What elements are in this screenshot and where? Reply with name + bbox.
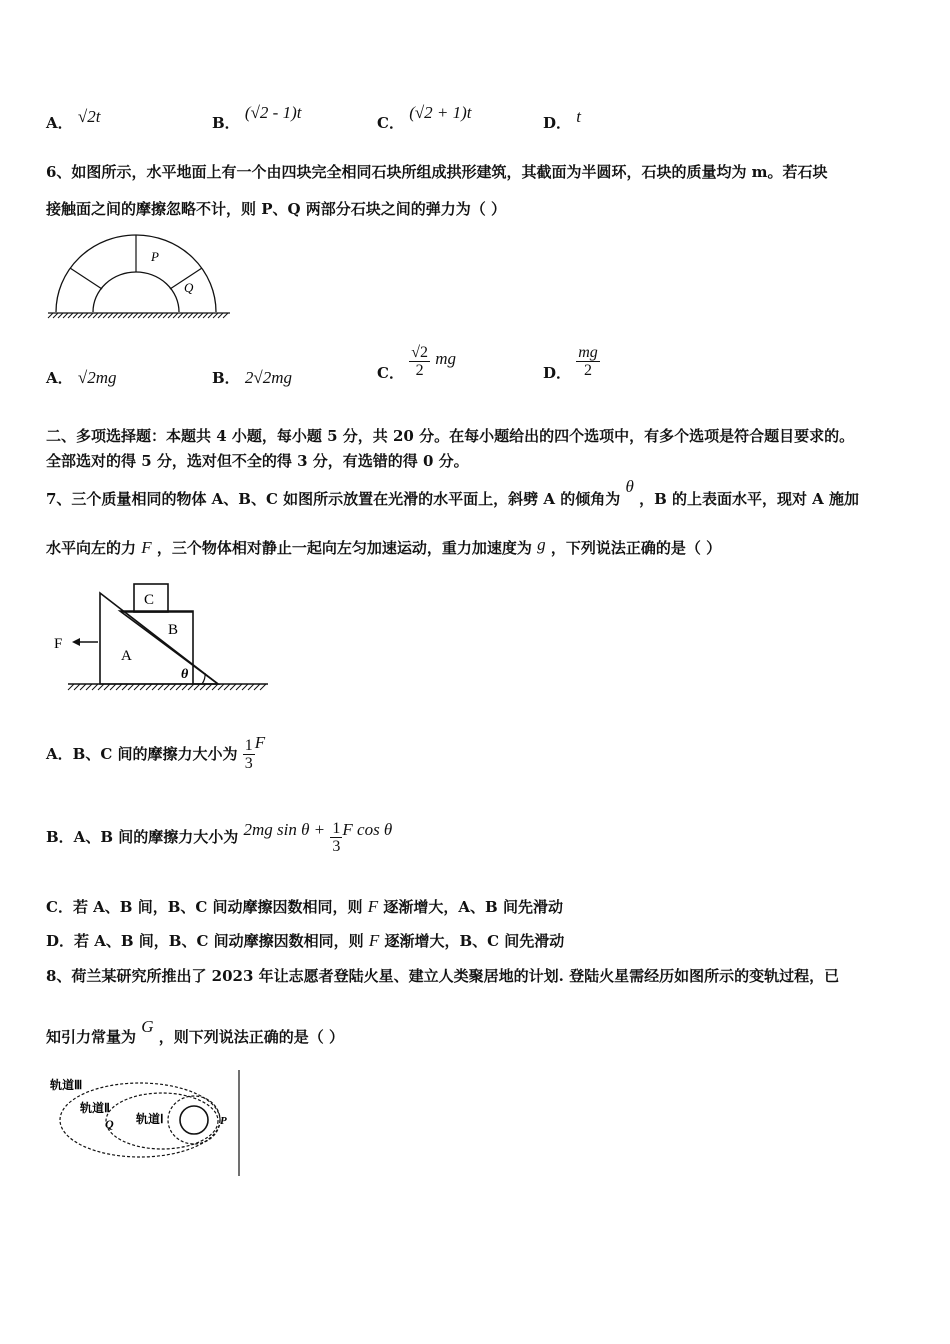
hatch-mark bbox=[208, 313, 213, 318]
q6-option-d-label: D． bbox=[543, 363, 572, 382]
hatch-mark bbox=[188, 313, 193, 318]
hatch-mark bbox=[182, 684, 188, 690]
orbit-label-1: 轨道Ⅰ bbox=[136, 1112, 164, 1126]
q6-arch-figure bbox=[44, 230, 234, 326]
hatch-mark bbox=[170, 684, 176, 690]
q7-line2-b: ，三个物体相对静止一起向左匀加速运动，重力加速度为 bbox=[156, 539, 532, 557]
q7-force: F bbox=[141, 538, 152, 557]
q8-line2 bbox=[46, 1017, 344, 1047]
hatch-mark bbox=[206, 684, 212, 690]
q7-option-d-f: F bbox=[368, 931, 380, 950]
hatch-mark bbox=[254, 684, 260, 690]
hatch-mark bbox=[93, 313, 98, 318]
q5-option-b bbox=[212, 103, 302, 133]
force-arrowhead bbox=[72, 638, 80, 646]
q7-option-c-a: C．若 A、B 间，B、C 间动摩擦因数相同，则 bbox=[46, 898, 363, 916]
q8-line1: 8、荷兰某研究所推出了 2023 年让志愿者登陆火星、建立人类聚居地的计划. 登陆火星需经历如图所示的变轨过程，已 bbox=[46, 967, 840, 985]
q8-line2-a: 知引力常量为 bbox=[46, 1028, 137, 1046]
hatch-mark bbox=[198, 313, 203, 318]
q7-theta: θ bbox=[625, 477, 634, 496]
section2-line1: 二、多项选择题：本题共 4 小题，每小题 5 分，共 20 分。在每小题给出的四个选项中，有多个选项是符合题目要求的。 bbox=[46, 427, 855, 445]
hatch-mark bbox=[183, 313, 188, 318]
hatch-mark bbox=[134, 684, 140, 690]
q7-option-a-den: 3 bbox=[244, 754, 253, 772]
hatch-mark bbox=[73, 313, 78, 318]
wedge-label-theta: θ bbox=[181, 667, 189, 682]
hatch-mark bbox=[146, 684, 152, 690]
hatch-mark bbox=[223, 313, 228, 318]
q7-line1-b: ，B 的上表面水平，现对 A 施加 bbox=[639, 490, 860, 508]
q5-option-a-expr: √2t bbox=[77, 107, 101, 126]
hatch-mark bbox=[260, 684, 266, 690]
orbit-label-q: Q bbox=[105, 1117, 114, 1131]
q7-line2-c: ，下列说法正确的是（ ） bbox=[550, 539, 722, 557]
hatch-mark bbox=[194, 684, 200, 690]
hatch-mark bbox=[113, 313, 118, 318]
hatch-mark bbox=[224, 684, 230, 690]
q6-option-c-den: 2 bbox=[415, 362, 424, 379]
hatch-mark bbox=[212, 684, 218, 690]
hatch-mark bbox=[48, 313, 53, 318]
q6-option-b-label: B． bbox=[212, 369, 240, 387]
q7-line2 bbox=[46, 535, 722, 558]
q7-line1 bbox=[46, 477, 860, 509]
q5-option-d bbox=[543, 107, 581, 133]
q7-option-b-den: 3 bbox=[332, 837, 341, 855]
q5-option-b-label: B． bbox=[212, 114, 240, 132]
hatch-mark bbox=[122, 684, 128, 690]
hatch-mark bbox=[63, 313, 68, 318]
q7-option-b-tail: F cos θ bbox=[342, 820, 393, 839]
hatch-mark bbox=[200, 684, 206, 690]
hatch-mark bbox=[78, 313, 83, 318]
arch-label-q: Q bbox=[184, 280, 194, 295]
q6-line1: 6、如图所示，水平地面上有一个由四块完全相同石块所组成拱形建筑，其截面为半圆环，石块的质量均为 m。若石块 bbox=[46, 163, 828, 181]
q7-option-d bbox=[46, 931, 564, 951]
hatch-mark bbox=[164, 684, 170, 690]
q6-option-a-expr: √2mg bbox=[77, 368, 117, 387]
q5-option-d-expr: t bbox=[576, 107, 581, 126]
hatch-mark bbox=[178, 313, 183, 318]
q6-option-c bbox=[377, 344, 456, 382]
ground-hatch bbox=[68, 684, 266, 690]
section2-line2: 全部选对的得 5 分，选对但不全的得 3 分，有选错的得 0 分。 bbox=[46, 452, 469, 470]
hatch-mark bbox=[83, 313, 88, 318]
hatch-mark bbox=[148, 313, 153, 318]
hatch-mark bbox=[218, 684, 224, 690]
hatch-mark bbox=[133, 313, 138, 318]
hatch-mark bbox=[153, 313, 158, 318]
hatch-mark bbox=[108, 313, 113, 318]
hatch-mark bbox=[92, 684, 98, 690]
wedge-label-f: F bbox=[54, 636, 63, 652]
hatch-mark bbox=[86, 684, 92, 690]
q7-line1-a: 7、三个质量相同的物体 A、B、C 如图所示放置在光滑的水平面上，斜劈 A 的倾角为 bbox=[46, 490, 621, 508]
hatch-mark bbox=[116, 684, 122, 690]
orbit-label-3: 轨道Ⅲ bbox=[50, 1078, 83, 1092]
hatch-mark bbox=[74, 684, 80, 690]
q5-option-c-expr: (√2 + 1)t bbox=[409, 103, 472, 122]
hatch-mark bbox=[236, 684, 242, 690]
q6-option-b bbox=[212, 367, 292, 388]
q7-option-a-tail: F bbox=[254, 733, 266, 752]
q8-g: G bbox=[141, 1017, 154, 1036]
hatch-mark bbox=[98, 684, 104, 690]
arch-inner-arc bbox=[93, 272, 179, 312]
q6-option-c-num: √2 bbox=[411, 344, 428, 361]
q7-option-a-fraction bbox=[243, 737, 255, 772]
q6-option-d-num: mg bbox=[578, 344, 598, 361]
hatch-mark bbox=[158, 313, 163, 318]
hatch-mark bbox=[128, 313, 133, 318]
hatch-mark bbox=[152, 684, 158, 690]
q6-option-a bbox=[46, 367, 116, 388]
q7-option-b-text: B．A、B 间的摩擦力大小为 bbox=[46, 828, 239, 846]
ground-hatch bbox=[48, 313, 228, 318]
wedge-label-c: C bbox=[144, 592, 155, 608]
q6-option-a-label: A． bbox=[46, 369, 73, 387]
q7-option-c-f: F bbox=[367, 897, 379, 916]
hatch-mark bbox=[80, 684, 86, 690]
hatch-mark bbox=[168, 313, 173, 318]
q5-option-d-label: D． bbox=[543, 114, 572, 132]
hatch-mark bbox=[58, 313, 63, 318]
hatch-mark bbox=[128, 684, 134, 690]
hatch-mark bbox=[123, 313, 128, 318]
hatch-mark bbox=[176, 684, 182, 690]
q5-option-a bbox=[46, 107, 101, 133]
q7-option-d-b: 逐渐增大，B、C 间先滑动 bbox=[384, 932, 565, 950]
q7-wedge-figure bbox=[50, 578, 280, 698]
hatch-mark bbox=[242, 684, 248, 690]
hatch-mark bbox=[203, 313, 208, 318]
hatch-mark bbox=[53, 313, 58, 318]
hatch-mark bbox=[140, 684, 146, 690]
arch-label-p: P bbox=[151, 249, 159, 264]
q6-option-d-fraction bbox=[576, 344, 600, 379]
q6-option-c-tail: mg bbox=[435, 348, 456, 368]
wedge-label-b: B bbox=[168, 622, 179, 638]
q6-option-d bbox=[543, 344, 600, 382]
hatch-mark bbox=[68, 684, 74, 690]
hatch-mark bbox=[158, 684, 164, 690]
hatch-mark bbox=[188, 684, 194, 690]
hatch-mark bbox=[103, 313, 108, 318]
hatch-mark bbox=[110, 684, 116, 690]
hatch-mark bbox=[68, 313, 73, 318]
q7-option-b-num: 1 bbox=[332, 819, 341, 837]
hatch-mark bbox=[163, 313, 168, 318]
q7-option-b-fraction bbox=[330, 820, 342, 855]
hatch-mark bbox=[88, 313, 93, 318]
q8-line2-b: ，则下列说法正确的是（ ） bbox=[158, 1028, 344, 1046]
q5-option-a-label: A． bbox=[46, 114, 73, 132]
q7-option-d-a: D．若 A、B 间，B、C 间动摩擦因数相同，则 bbox=[46, 932, 364, 950]
q5-option-c bbox=[377, 103, 472, 133]
hatch-mark bbox=[218, 313, 223, 318]
q5-option-b-expr: (√2 - 1)t bbox=[244, 103, 302, 122]
q7-line2-a: 水平向左的力 bbox=[46, 539, 137, 557]
q6-option-c-label: C． bbox=[377, 363, 404, 382]
q7-option-b bbox=[46, 816, 392, 857]
q7-g: g bbox=[537, 535, 546, 554]
q7-option-a bbox=[46, 733, 265, 774]
hatch-mark bbox=[173, 313, 178, 318]
orbit-label-2: 轨道Ⅱ bbox=[80, 1101, 110, 1115]
q7-option-b-head: 2mg sin θ + bbox=[243, 820, 326, 839]
wedge-label-a: A bbox=[121, 648, 132, 664]
q7-option-c-b: 逐渐增大，A、B 间先滑动 bbox=[383, 898, 563, 916]
hatch-mark bbox=[248, 684, 254, 690]
q6-option-b-expr: 2√2mg bbox=[244, 368, 293, 387]
hatch-mark bbox=[213, 313, 218, 318]
q7-option-a-text: A．B、C 间的摩擦力大小为 bbox=[46, 745, 238, 763]
hatch-mark bbox=[98, 313, 103, 318]
q6-option-d-den: 2 bbox=[584, 362, 593, 379]
q5-option-c-label: C． bbox=[377, 114, 404, 132]
q7-option-a-num: 1 bbox=[244, 736, 253, 754]
q7-option-c bbox=[46, 897, 563, 917]
mars-planet bbox=[180, 1106, 208, 1134]
q6-line2: 接触面之间的摩擦忽略不计，则 P、Q 两部分石块之间的弹力为（ ） bbox=[46, 200, 507, 218]
hatch-mark bbox=[138, 313, 143, 318]
orbit-label-p: P bbox=[220, 1115, 227, 1127]
angle-arc bbox=[202, 673, 205, 684]
hatch-mark bbox=[118, 313, 123, 318]
hatch-mark bbox=[193, 313, 198, 318]
hatch-mark bbox=[230, 684, 236, 690]
arch-joint bbox=[70, 268, 102, 289]
hatch-mark bbox=[104, 684, 110, 690]
q8-orbit-figure bbox=[44, 1068, 244, 1180]
q6-option-c-fraction bbox=[409, 344, 430, 379]
hatch-mark bbox=[143, 313, 148, 318]
